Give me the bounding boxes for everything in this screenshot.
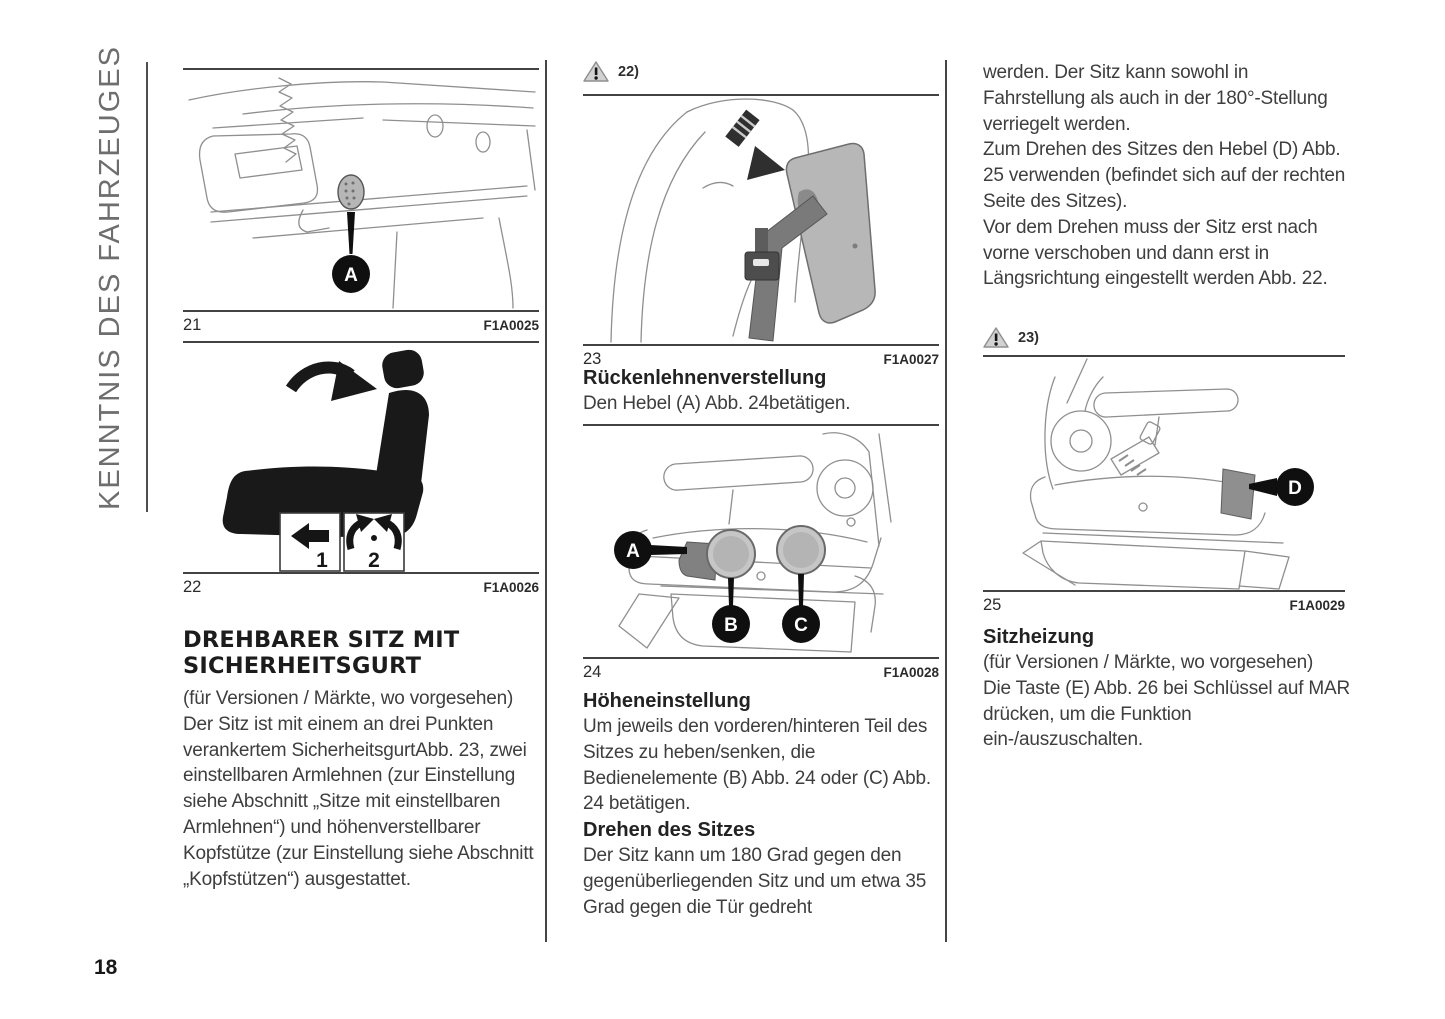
svg-text:2: 2 [368, 549, 380, 572]
svg-text:D: D [1288, 478, 1302, 499]
figure-caption [983, 592, 1345, 615]
height-knob-rear [777, 526, 825, 574]
svg-text:B: B [724, 615, 738, 636]
rotation-lever [1111, 421, 1161, 475]
handle-knob [338, 175, 364, 209]
callout-a-badge [332, 255, 370, 293]
figure-24 [583, 424, 939, 682]
paragraph-subnote: (für Versionen / Märkte, wo vorgesehen) [183, 688, 514, 709]
paragraph-body: Der Sitz kann um 180 Grad gegen den gegenüberliegenden Sitz und um etwa 35 Grad gegen die Tür gedreht [583, 845, 927, 918]
warning-triangle-icon [983, 326, 1009, 349]
figure-number: 22 [183, 578, 202, 596]
warning-ref-22 [583, 60, 639, 83]
figure-number: 23 [583, 350, 602, 368]
figure-22 [183, 341, 539, 597]
figure-code: F1A0028 [883, 665, 939, 680]
figure-caption [183, 312, 539, 335]
section-heading: DREHBARER SITZ MIT SICHERHEITSGURT [183, 627, 460, 679]
seatbelt-anchor-drawing [583, 94, 939, 346]
figure-caption [183, 574, 539, 597]
svg-text:A: A [344, 265, 358, 286]
figure-25 [983, 355, 1345, 615]
seat-controls-drawing [583, 424, 939, 659]
callout-c-badge [782, 574, 820, 643]
svg-text:C: C [794, 615, 808, 636]
seat-silhouette [223, 348, 429, 538]
figure-21 [183, 68, 539, 335]
seat-mechanism-drawing [183, 68, 539, 312]
figure-number: 25 [983, 596, 1002, 614]
lever-d-target [1221, 469, 1255, 519]
belt-arrow-icon [725, 110, 785, 180]
paragraph-body: Zum Drehen des Sitzes den Hebel (D) Abb. 25 verwenden (befindet sich auf der rechten Seite des Sitzes). [983, 139, 1346, 212]
subsection-heading: Drehen des Sitzes [583, 819, 756, 842]
recline-arrow-icon [291, 361, 377, 401]
figure-code: F1A0025 [483, 318, 539, 333]
slide-arrow-icon [280, 513, 340, 572]
figure-code: F1A0027 [883, 352, 939, 367]
figure-code: F1A0029 [1289, 598, 1345, 613]
figure-code: F1A0026 [483, 580, 539, 595]
subsection-heading: Sitzheizung [983, 626, 1095, 648]
paragraph-body: Den Hebel (A) Abb. 24betätigen. [583, 393, 851, 414]
height-knob-front [707, 530, 755, 578]
section-backrest [583, 365, 943, 417]
chapter-title-vertical: KENNTNIS DES FAHRZEUGES [94, 45, 126, 510]
figure-number: 21 [183, 316, 202, 334]
subsection-heading: Höheneinstellung [583, 690, 751, 712]
rotate-arrows-icon [344, 513, 404, 572]
warning-triangle-icon [583, 60, 609, 83]
column-divider [545, 60, 547, 942]
paragraph-body: Der Sitz ist mit einem an drei Punkten verankertem SicherheitsgurtAbb. 23, zwei einstellbaren Armlehnen (zur Einstellung siehe Abschnitt „Sitze mit einstellbaren Armlehnen“) und höhenverstellbarer Kopfstütze (zur Einstellung siehe Abschnitt „Kopfstützen“) ausgestattet. [183, 713, 534, 890]
callout-d-badge [1249, 468, 1314, 506]
paragraph-body: Vor dem Drehen muss der Sitz erst nach vorne verschoben und dann erst in Längsrichtung eingestellt werden Abb. 22. [983, 216, 1328, 290]
svg-text:1: 1 [316, 549, 328, 572]
callout-a-badge [614, 531, 687, 569]
page-number: 18 [94, 956, 118, 979]
seat-recline-pictogram [183, 341, 539, 574]
section-height-rotate [583, 688, 943, 921]
column-divider [945, 60, 947, 942]
seat-rotation-lever-drawing [983, 355, 1345, 592]
paragraph-subnote: (für Versionen / Märkte, wo vorgesehen) [983, 652, 1314, 673]
warning-number: 22) [618, 63, 639, 80]
chapter-title-rule [146, 62, 148, 512]
warning-ref-23 [983, 326, 1039, 349]
section-rotate-continued [983, 60, 1351, 292]
paragraph-body: werden. Der Sitz kann sowohl in Fahrstellung als auch in der 180°-Stellung verriegelt werden. [983, 62, 1328, 135]
paragraph-body: Um jeweils den vorderen/hinteren Teil des Sitzes zu heben/senken, die Bedienelemente (B) Abb. 24 oder (C) Abb. 24 betätigen. [583, 716, 931, 815]
warning-number: 23) [1018, 329, 1039, 346]
figure-23 [583, 94, 939, 369]
subsection-heading: Rückenlehnenverstellung [583, 367, 827, 389]
svg-text:A: A [626, 541, 640, 562]
figure-number: 24 [583, 663, 602, 681]
section-seat-heating [983, 624, 1351, 753]
paragraph-body: Die Taste (E) Abb. 26 bei Schlüssel auf MAR drücken, um die Funktion ein-/auszuschalten. [983, 677, 1351, 751]
section-swivel-seat [183, 627, 545, 892]
figure-caption [583, 659, 939, 682]
